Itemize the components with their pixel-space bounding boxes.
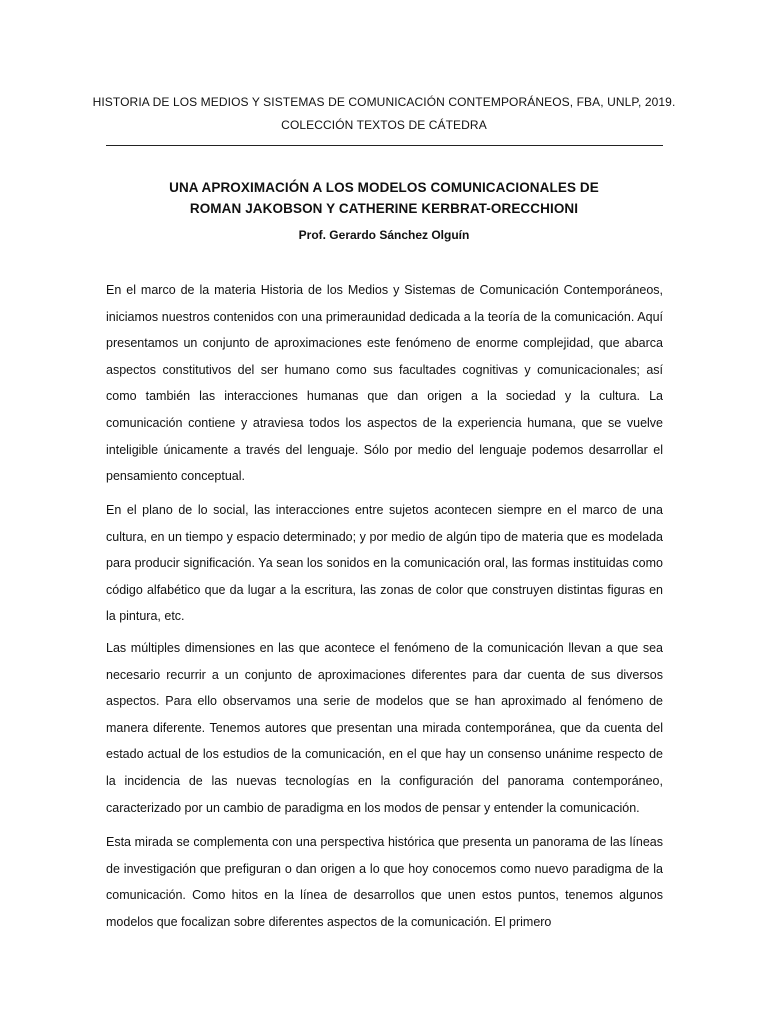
collection-header: COLECCIÓN TEXTOS DE CÁTEDRA — [281, 118, 487, 132]
body-paragraph-4: Esta mirada se complementa con una perspectiva histórica que presenta un panorama de las líneas de investigación que prefiguran o dan origen a lo que hoy conocemos como nuevo paradigma de la comunicación. Como hitos en la línea de desarrollos que unen estos puntos, tenemos algunos modelos que focalizan sobre diferentes aspectos de la comunicación. El primero — [106, 835, 663, 929]
course-header: HISTORIA DE LOS MEDIOS Y SISTEMAS DE COMUNICACIÓN CONTEMPORÁNEOS, FBA, UNLP, 2019. — [92, 95, 676, 109]
body-paragraph-1: En el marco de la materia Historia de los Medios y Sistemas de Comunicación Contemporáneos, iniciamos nuestros contenidos con una primeraunidad dedicada a la teoría de la comunicación. Aquí presentamos un conjunto de aproximaciones este fenómeno de enorme complejidad, que abarca aspectos constitutivos del ser humano como sus facultades cognitivas y comunicacionales; así como también las interacciones humanas que dan origen a la sociedad y la cultura. La comunicación contiene y atraviesa todos los aspectos de la experiencia humana, que se vuelve inteligible únicamente a través del lenguaje. Sólo por medio del lenguaje podemos desarrollar el pensamiento conceptual. — [106, 283, 663, 484]
author-name: Prof. Gerardo Sánchez Olguín — [298, 228, 470, 242]
document-title-line-1: UNA APROXIMACIÓN A LOS MODELOS COMUNICACIONALES DE — [169, 180, 599, 195]
body-paragraph-3: Las múltiples dimensiones en las que acontece el fenómeno de la comunicación llevan a que sea necesario recurrir a un conjunto de aproximaciones diferentes para dar cuenta de sus diversos aspectos. Para ello observamos una serie de modelos que se han aproximado al fenómeno de manera diferente. Tenemos autores que presentan una mirada contemporánea, que da cuenta del estado actual de los estudios de la comunicación, en el que hay un consenso unánime respecto de la incidencia de las nuevas tecnologías en la configuración del panorama contemporáneo, caracterizado por un cambio de paradigma en los modos de pensar y entender la comunicación. — [106, 641, 663, 815]
header-divider — [106, 145, 663, 146]
body-paragraph-2: En el plano de lo social, las interacciones entre sujetos acontecen siempre en el marco de una cultura, en un tiempo y espacio determinado; y por medio de algún tipo de materia que es modelada para producir significación. Ya sean los sonidos en la comunicación oral, las formas instituidas como código alfabético que da lugar a la escritura, las zonas de color que construyen distintas figuras en la pintura, etc. — [106, 503, 663, 624]
document-title-line-2: ROMAN JAKOBSON Y CATHERINE KERBRAT-ORECCHIONI — [189, 201, 579, 216]
